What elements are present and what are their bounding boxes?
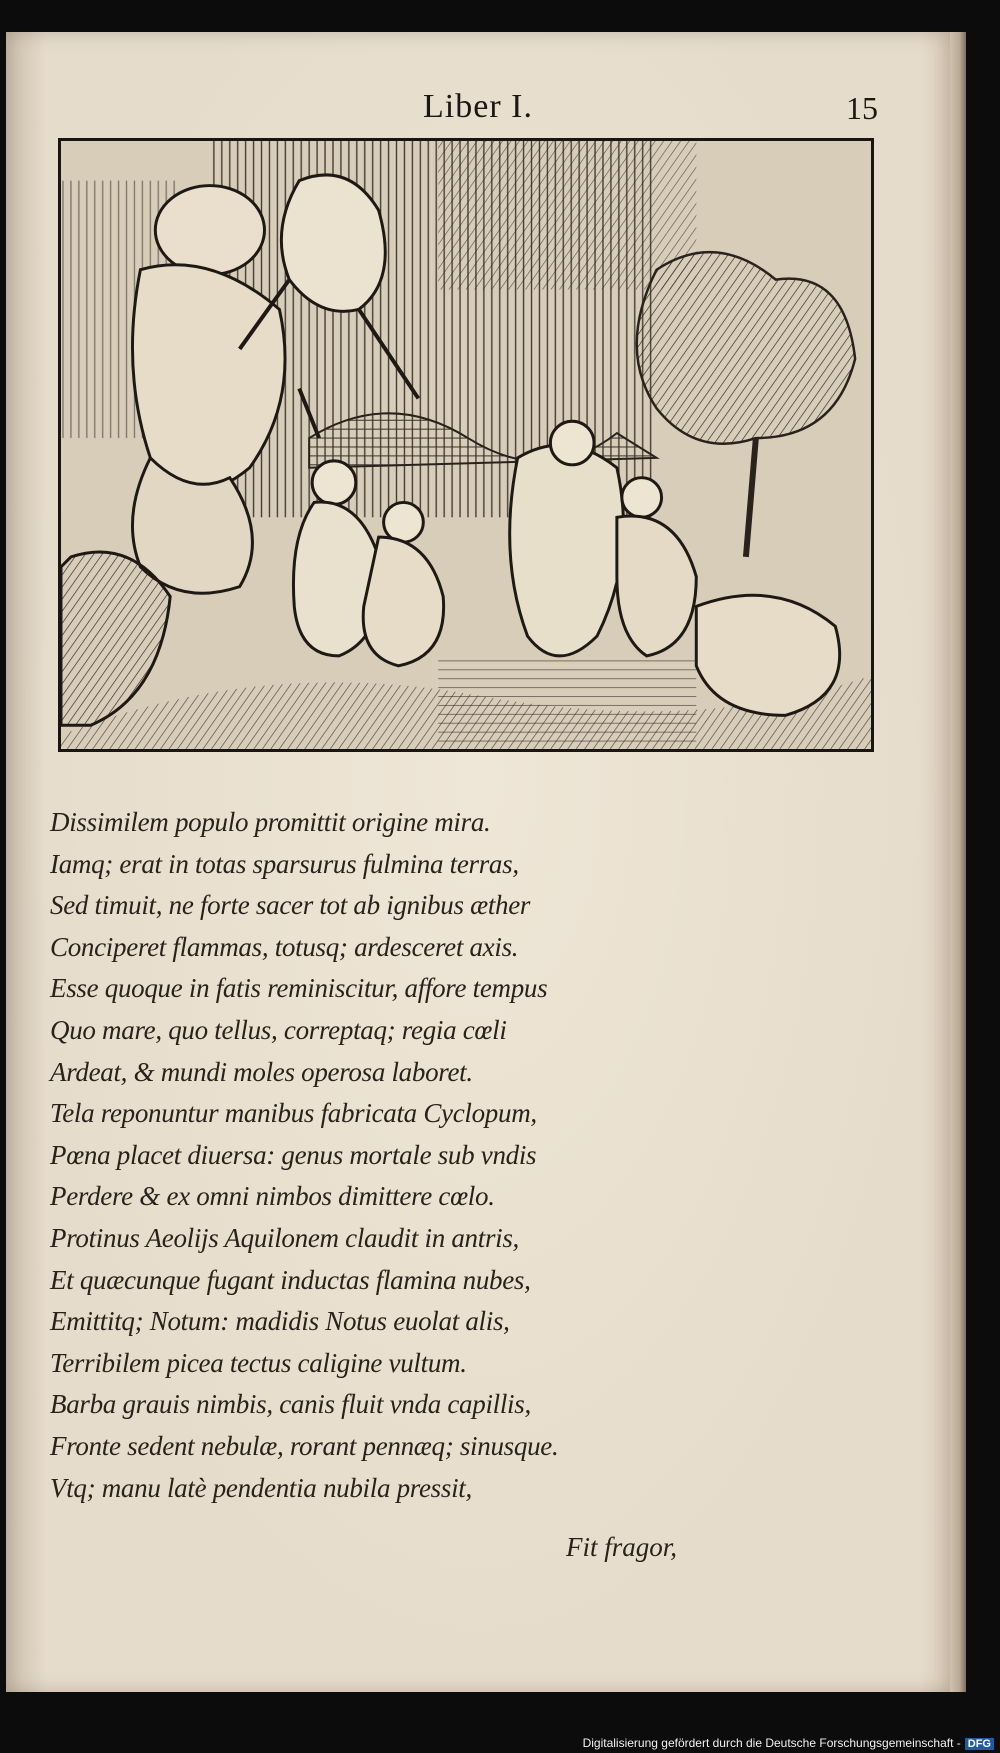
running-head: Liber I.	[423, 88, 533, 125]
verse-line: Protinus Aeolijs Aquilonem claudit in antris,	[50, 1222, 520, 1253]
verse-line: Pœna placet diuersa: genus mortale sub vndis	[50, 1139, 537, 1170]
verse-line: Esse quoque in fatis reminiscitur, affore tempus	[50, 973, 548, 1004]
catchword: Fit fragor,	[566, 1532, 678, 1562]
dfg-logo-icon: DFG	[965, 1738, 994, 1750]
verse-line: Vtq; manu latè pendentia nubila pressit,	[50, 1472, 472, 1503]
verse-line: Emittitq; Notum: madidis Notus euolat alis,	[50, 1306, 510, 1337]
verse-line: Sed timuit, ne forte sacer tot ab ignibus æther	[50, 890, 531, 921]
page-number: 15	[846, 90, 878, 126]
verse-line: Fronte sedent nebulæ, rorant pennæq; sinusque.	[50, 1430, 559, 1461]
credit-text: Digitalisierung gefördert durch die Deutsche Forschungsgemeinschaft -	[582, 1736, 961, 1750]
woodcut-illustration-deluge-icon	[61, 141, 871, 749]
verse-text	[50, 802, 870, 1509]
digitization-credit	[583, 1736, 994, 1750]
verse-line: Ardeat, & mundi moles operosa laboret.	[50, 1056, 473, 1087]
verse-line: Tela reponuntur manibus fabricata Cyclopum,	[50, 1098, 537, 1129]
verse-line: Quo mare, quo tellus, correptaq; regia cœli	[50, 1014, 507, 1045]
verse-line: Barba grauis nimbis, canis fluit vnda capillis,	[50, 1389, 531, 1420]
verse-line: Iamq; erat in totas sparsurus fulmina terras,	[50, 848, 519, 879]
woodcut-illustration	[58, 138, 874, 752]
scan-background	[0, 1692, 1000, 1732]
verse-line: Terribilem picea tectus caligine vultum.	[50, 1347, 467, 1378]
verse-line: Conciperet flammas, totusq; ardesceret axis.	[50, 931, 519, 962]
verse-line: Et quæcunque fugant inductas flamina nubes,	[50, 1264, 531, 1295]
book-page	[6, 32, 950, 1692]
verse-line: Perdere & ex omni nimbos dimittere cœlo.	[50, 1181, 495, 1212]
page-fore-edge	[950, 32, 966, 1692]
verse-line: Dissimilem populo promittit origine mira.	[50, 807, 491, 837]
